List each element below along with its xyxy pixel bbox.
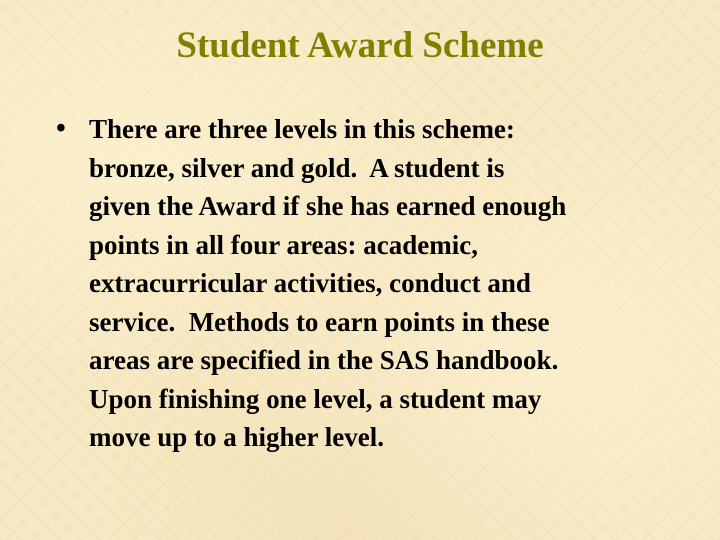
bullet-text-line: areas are specified in the SAS handbook. bbox=[89, 345, 559, 375]
slide-title: Student Award Scheme bbox=[176, 25, 544, 66]
bullet-text-line: bronze, silver and gold. A student is bbox=[89, 152, 505, 183]
bullet-text-line: Upon finishing one level, a student may bbox=[89, 383, 542, 414]
bullet-text bbox=[89, 110, 679, 457]
bullet-text-line: There are three levels in this scheme: bbox=[89, 114, 515, 144]
bullet-text-line: move up to a higher level. bbox=[89, 422, 384, 452]
bullet-text-line: service. Methods to earn points in these bbox=[89, 306, 550, 337]
bullet-text-line: given the Award if she has earned enough bbox=[89, 191, 567, 221]
bullet-text-line: points in all four areas: academic, bbox=[89, 229, 478, 260]
bullet-marker: • bbox=[56, 113, 66, 144]
bullet-text-line: extracurricular activities, conduct and bbox=[89, 268, 531, 298]
